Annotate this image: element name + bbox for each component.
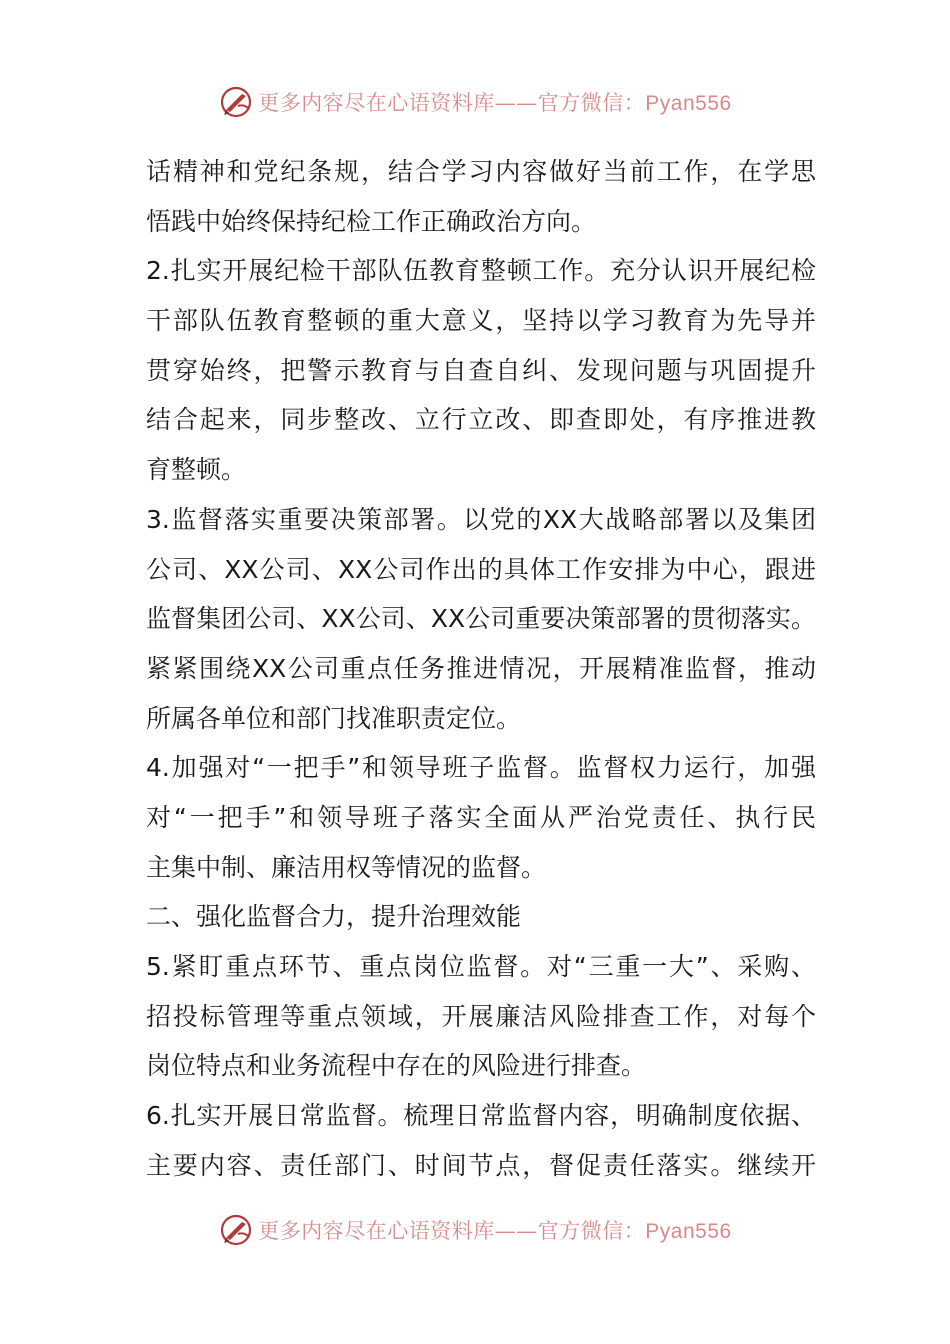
footer-banner xyxy=(0,1210,950,1250)
text-line: 结合起来，同步整改、立行立改、即查即处，有序推进教 xyxy=(146,405,816,435)
text-line: 话精神和党纪条规，结合学习内容做好当前工作，在学思 xyxy=(146,157,816,186)
text-line: 监督集团公司、XX公司、XX公司重要决策部署的贯彻落实。 xyxy=(146,604,816,634)
document-body xyxy=(146,147,816,1190)
pen-logo-icon xyxy=(218,84,254,120)
wechat-id: Pyan556 xyxy=(645,1220,732,1243)
text-line: 5.紧盯重点环节、重点岗位监督。对“三重一大”、采购、 xyxy=(146,952,816,981)
text-line: 4.加强对“一把手”和领导班子监督。监督权力运行，加强 xyxy=(146,753,816,783)
text-line: 主要内容、责任部门、时间节点，督促责任落实。继续开 xyxy=(146,1150,816,1180)
section-heading: 二、强化监督合力，提升治理效能 xyxy=(146,902,522,932)
text-line: 2.扎实开展纪检干部队伍教育整顿工作。充分认识开展纪检 xyxy=(146,256,816,286)
header-banner xyxy=(0,82,950,122)
footer-banner-text: 更多内容尽在心语资料库——官方微信：Pyan556 xyxy=(258,1219,732,1243)
text-line: 公司、XX公司、XX公司作出的具体工作安排为中心，跟进 xyxy=(146,554,816,584)
text-line: 贯穿始终，把警示教育与自查自纠、发现问题与巩固提升 xyxy=(146,355,816,385)
text-line: 主集中制、廉洁用权等情况的监督。 xyxy=(146,852,547,882)
text-line: 3.监督落实重要决策部署。以党的XX大战略部署以及集团 xyxy=(146,504,816,534)
text-line: 岗位特点和业务流程中存在的风险进行排查。 xyxy=(146,1051,647,1081)
text-line: 所属各单位和部门找准职责定位。 xyxy=(146,703,522,733)
text-line: 6.扎实开展日常监督。梳理日常监督内容，明确制度依据、 xyxy=(146,1101,816,1131)
header-banner-text: 更多内容尽在心语资料库——官方微信：Pyan556 xyxy=(258,91,732,115)
text-line: 对“一把手”和领导班子落实全面从严治党责任、执行民 xyxy=(146,802,816,832)
text-line: 干部队伍教育整顿的重大意义，坚持以学习教育为先导并 xyxy=(146,306,816,336)
text-line: 招投标管理等重点领域，开展廉洁风险排查工作，对每个 xyxy=(146,1001,816,1031)
wechat-id: Pyan556 xyxy=(645,92,732,115)
pen-logo-icon xyxy=(218,1212,254,1248)
text-line: 紧紧围绕XX公司重点任务推进情况，开展精准监督，推动 xyxy=(146,653,816,683)
text-line: 悟践中始终保持纪检工作正确政治方向。 xyxy=(146,206,597,236)
text-line: 育整顿。 xyxy=(146,455,247,485)
